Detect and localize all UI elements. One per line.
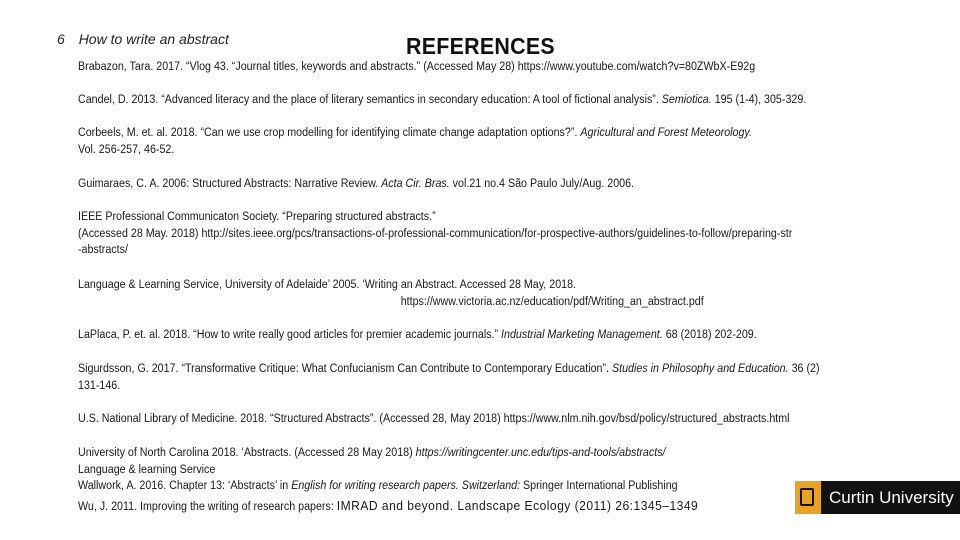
reference-url[interactable]: https://www.victoria.ac.nz/education/pdf/Writing_an_abstract.pdf xyxy=(400,295,704,308)
reference-text: Vol. 256-257, 46-52. xyxy=(78,143,175,156)
reference-url[interactable]: -abstracts/ xyxy=(78,244,128,256)
reference-item xyxy=(78,59,755,76)
reference-journal: Agricultural and Forest Meteorology. xyxy=(580,127,752,139)
reference-text: Language & Learning Service, University of Adelaide’ 2005. ‘Writing an Abstract. Accessed 28 May, 2018. xyxy=(78,279,577,291)
reference-item xyxy=(78,176,634,193)
reference-item xyxy=(78,445,678,495)
reference-item xyxy=(78,411,790,428)
reference-item xyxy=(78,92,806,109)
reference-journal: Acta Cir. Bras. xyxy=(381,178,450,190)
page-title: REFERENCES xyxy=(406,33,555,59)
reference-text: Language & learning Service xyxy=(78,463,216,476)
logo-text: Curtin University xyxy=(829,487,954,507)
reference-text: Brabazon, Tara. 2017. “Vlog 43. “Journal titles, keywords and abstracts.” (Accessed May 28) https://www.youtube.com/watch?v=80ZWbX-E92g xyxy=(78,61,756,73)
reference-text: U.S. National Library of Medicine. 2018. “Structured Abstracts”. (Accessed 28, May 2018) https://www.nlm.nih.gov/bsd/policy/structured_abstracts.html xyxy=(78,413,790,425)
reference-item xyxy=(78,277,704,310)
reference-item xyxy=(78,498,698,516)
reference-text: Wallwork, A. 2016. Chapter 13: ‘Abstracts’ in xyxy=(78,480,292,492)
reference-text: Corbeels, M. et. al. 2018. “Can we use crop modelling for identifying climate change adaptation options?”. xyxy=(78,127,581,139)
reference-text: Candel, D. 2013. “Advanced literacy and the place of literary semantics in secondary education: A tool of fictional analysis”. xyxy=(78,94,662,106)
reference-journal: Semiotica. xyxy=(661,94,712,106)
reference-text: University of North Carolina 2018. ‘Abstracts. (Accessed 28 May 2018) xyxy=(78,447,416,459)
slide-heading xyxy=(57,31,229,47)
slide-heading-text: How to write an abstract xyxy=(78,31,229,47)
reference-text: 36 (2) xyxy=(788,363,820,375)
reference-book: English for writing research papers. Switzerland: xyxy=(291,480,521,492)
reference-text: Sigurdsson, G. 2017. “Transformative Critique: What Confucianism Can Contribute to Contemporary Education”. xyxy=(78,363,613,375)
reference-text: LaPlaca, P. et. al. 2018. “How to write really good articles for premier academic journals.” xyxy=(78,329,502,341)
reference-text: Springer International Publishing xyxy=(520,480,678,492)
reference-text: IMRAD and beyond. Landscape Ecology (2011) 26:1345–1349 xyxy=(336,498,699,513)
slide-number: 6 xyxy=(57,31,65,47)
reference-journal: Studies in Philosophy and Education. xyxy=(612,363,789,375)
reference-item xyxy=(78,361,820,394)
reference-url[interactable]: (Accessed 28 May. 2018) http://sites.ieee.org/pcs/transactions-of-professional-communication/for-prospective-authors/guidelines-to-follow/preparing-str xyxy=(78,227,793,240)
reference-text: vol.21 no.4 São Paulo July/Aug. 2006. xyxy=(449,178,635,190)
reference-journal: Industrial Marketing Management. xyxy=(501,329,663,341)
curtin-crest-icon xyxy=(795,481,821,514)
reference-text: 195 (1-4), 305-329. xyxy=(711,94,807,106)
reference-text: Wu, J. 2011. Improving the writing of research papers: xyxy=(78,501,337,513)
reference-text: 131-146. xyxy=(78,379,121,392)
reference-item xyxy=(78,327,757,344)
reference-text: 68 (2018) 202-209. xyxy=(662,329,757,341)
reference-url[interactable]: https://writingcenter.unc.edu/tips-and-tools/abstracts/ xyxy=(415,447,666,459)
reference-text: IEEE Professional Communicaton Society. “Preparing structured abstracts.” xyxy=(78,211,436,223)
reference-item xyxy=(78,209,792,259)
reference-text: Guimaraes, C. A. 2006: Structured Abstracts: Narrative Review. xyxy=(78,178,382,190)
curtin-logo xyxy=(795,481,960,514)
reference-item xyxy=(78,125,752,158)
